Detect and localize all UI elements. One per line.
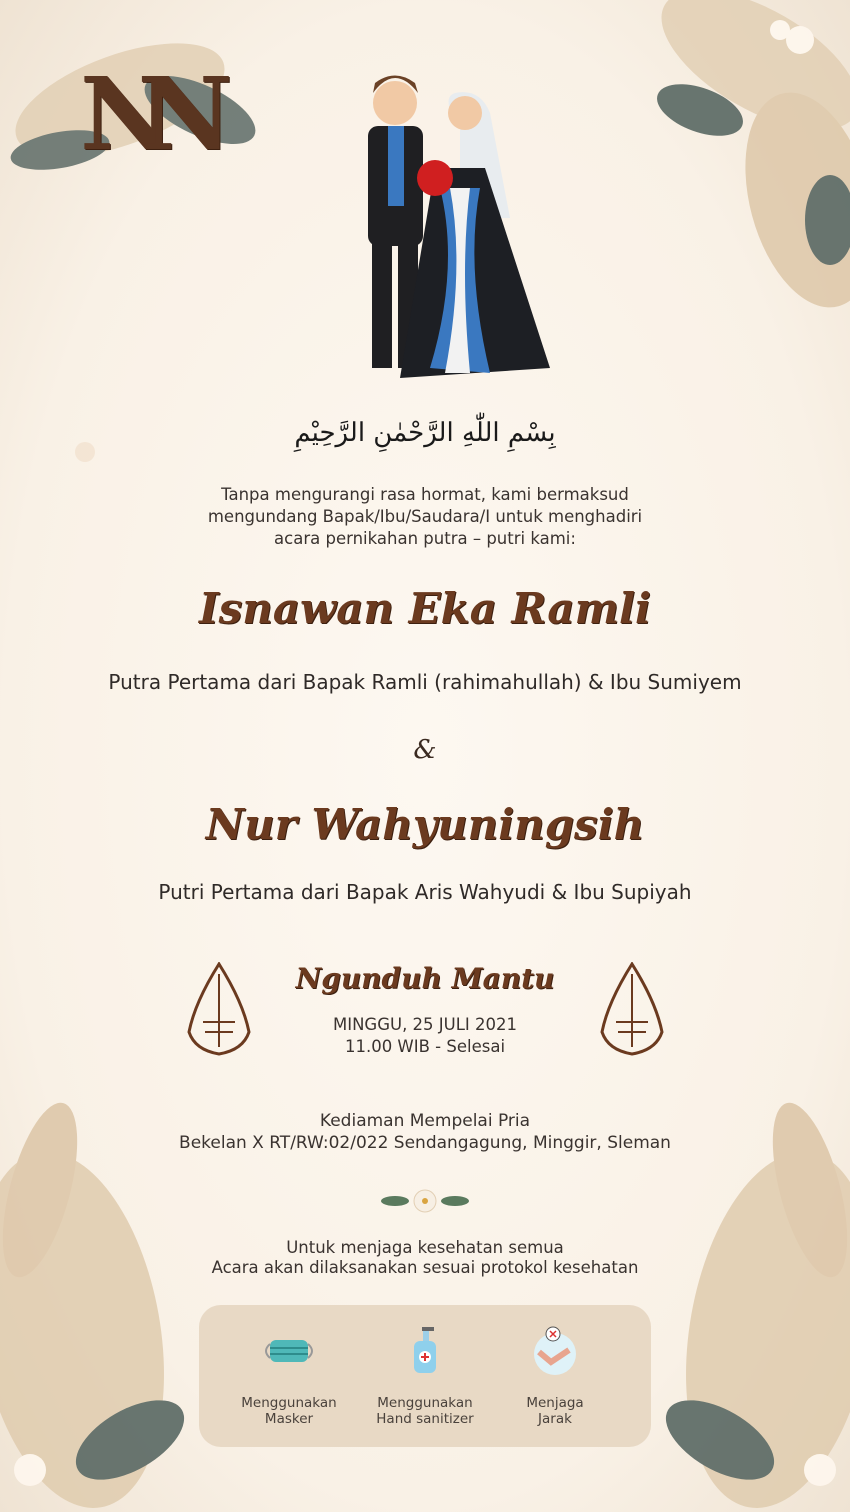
intro-line: acara pernikahan putra – putri kami:: [274, 529, 576, 548]
protocol-label: Menggunakan: [241, 1395, 337, 1411]
flower-divider-icon: [380, 1185, 470, 1217]
bride-name: Nur Wahyuningsih: [205, 800, 645, 849]
health-line: Acara akan dilaksanakan sesuai protokol kesehatan: [211, 1258, 639, 1277]
no-handshake-icon: [485, 1325, 625, 1377]
protocol-item-distance: [485, 1325, 625, 1427]
intro-line: mengundang Bapak/Ibu/Saudara/I untuk menghadiri: [207, 507, 643, 526]
health-protocol-card: [199, 1305, 651, 1447]
monogram: NN: [80, 55, 203, 173]
health-line: Untuk menjaga kesehatan semua: [286, 1238, 564, 1257]
venue: [0, 1110, 850, 1154]
protocol-item-mask: [219, 1325, 359, 1427]
ampersand: &: [413, 735, 437, 765]
venue-address: Bekelan X RT/RW:02/022 Sendangagung, Minggir, Sleman: [179, 1133, 671, 1153]
protocol-item-sanitizer: [355, 1325, 495, 1427]
protocol-label: Menjaga: [526, 1395, 584, 1411]
intro-line: Tanpa mengurangi rasa hormat, kami bermaksud: [221, 485, 629, 504]
protocol-label: Hand sanitizer: [376, 1411, 474, 1427]
event-title: Ngunduh Mantu: [295, 962, 555, 995]
bride-parents: Putri Pertama dari Bapak Aris Wahyudi & Ibu Supiyah: [158, 880, 692, 904]
protocol-label: Masker: [264, 1411, 314, 1427]
couple-illustration: [340, 68, 555, 383]
venue-label: Kediaman Mempelai Pria: [319, 1111, 531, 1131]
intro-text: [0, 484, 850, 550]
mask-icon: [219, 1325, 359, 1377]
event-datetime: [0, 1014, 850, 1058]
health-notice: [0, 1238, 850, 1278]
event-date: MINGGU, 25 JULI 2021: [332, 1015, 518, 1034]
hand-sanitizer-icon: [355, 1325, 495, 1377]
event-time: 11.00 WIB - Selesai: [344, 1037, 506, 1056]
bismillah-calligraphy: بِسْمِ اللّٰهِ الرَّحْمٰنِ الرَّحِيْمِ: [294, 418, 556, 448]
groom-parents: Putra Pertama dari Bapak Ramli (rahimahullah) & Ibu Sumiyem: [108, 670, 742, 694]
groom-name: Isnawan Eka Ramli: [199, 584, 651, 633]
protocol-label: Menggunakan: [377, 1395, 473, 1411]
protocol-label: Jarak: [538, 1411, 572, 1427]
